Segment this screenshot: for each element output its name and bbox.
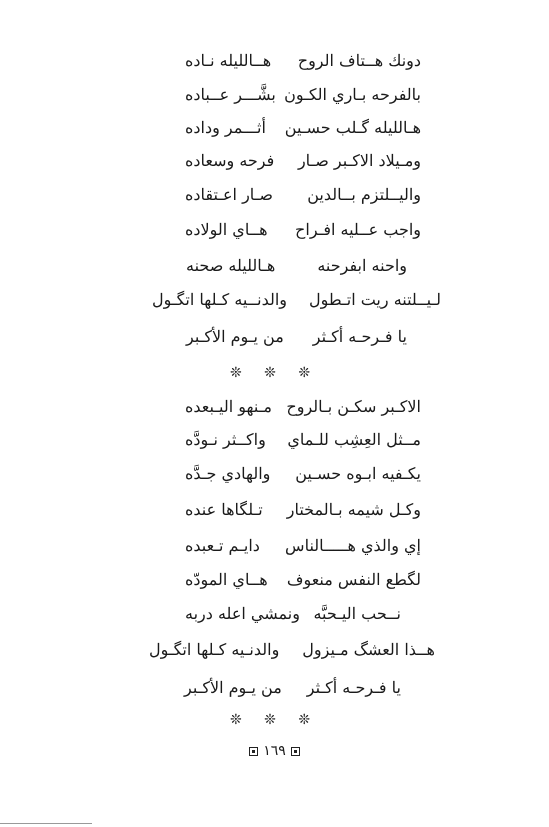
verse-left-hemistich: بشَّـــر عــباده: [185, 85, 276, 104]
verse-line: [149, 635, 435, 665]
verse-line: [185, 113, 421, 143]
verse-line: [185, 425, 421, 455]
verse-left-hemistich: فرحه وسعاده: [185, 151, 275, 170]
verse-right-hemistich: إي والذي هـــــالناس: [285, 536, 421, 555]
verse-right-hemistich: الاكـبر سكـن بـالروح: [286, 397, 421, 416]
verse-left-hemistich: والدنـيه كـلها اتگـول: [149, 640, 280, 659]
verse-right-hemistich: بالفرحه بـاري الكـون: [284, 85, 421, 104]
verse-line: [185, 215, 421, 245]
verse-right-hemistich: ومـيلاد الاكـبر صـار: [297, 151, 421, 170]
verse-right-hemistich: واجب عــليه افـراح: [295, 220, 421, 239]
verse-line: [185, 180, 421, 210]
stanza-separator: ❊ ❊ ❊: [229, 365, 320, 381]
page-number: ١٦٩: [263, 743, 286, 759]
verse-right-hemistich: يكـفيه ابـوه حسـين: [295, 464, 421, 483]
verse-left-hemistich: دايـم تـعبده: [185, 536, 260, 555]
verse-line: [185, 46, 421, 76]
verse-right-hemistich: هـالليله گـلب حسـين: [284, 118, 421, 137]
verse-line: [152, 285, 441, 315]
verse-right-hemistich: واحنه ابفرحنه: [317, 256, 407, 275]
verse-line: [185, 80, 421, 110]
verse-left-hemistich: هـالليله صحنه: [186, 256, 276, 275]
verse-left-hemistich: ونمشي اعله دربه: [185, 604, 300, 623]
verse-line: [185, 146, 421, 176]
verse-line: [186, 251, 407, 281]
verse-left-hemistich: مـنهو اليـبعده: [185, 397, 272, 416]
verse-right-hemistich: دونك هــتاف الروح: [297, 51, 421, 70]
verse-line: [185, 495, 421, 525]
verse-left-hemistich: صـار اعـتقاده: [185, 185, 273, 204]
verse-line: [185, 531, 421, 561]
page-number-row: [0, 741, 549, 761]
footer-rule: [0, 823, 92, 824]
verse-left-hemistich: أثـــمر وداده: [185, 118, 266, 137]
verse-left-hemistich: من يـوم الأكـبر: [186, 327, 284, 346]
verse-right-hemistich: وكـل شيمه بـالمختار: [286, 500, 421, 519]
verse-right-hemistich: لـيــلتنه ريت اتـطول: [309, 290, 441, 309]
verse-line: [186, 322, 407, 352]
page-ornament-icon: [291, 747, 300, 756]
verse-line: [185, 599, 401, 629]
verse-right-hemistich: يا فـرحـه أكـثر: [312, 327, 407, 346]
verse-left-hemistich: تـلگاها عنده: [185, 500, 263, 519]
verse-right-hemistich: هــذا العشگ مـيزول: [302, 640, 435, 659]
verse-left-hemistich: هــالليله نـاده: [185, 51, 272, 70]
verse-right-hemistich: يا فـرحـه أكـثر: [306, 678, 401, 697]
verse-right-hemistich: واليــلتزم بــالدين: [307, 185, 421, 204]
verse-left-hemistich: والدنــيه كـلها اتگـول: [152, 290, 288, 309]
verse-line: [185, 392, 421, 422]
verse-left-hemistich: واكــثر نـودَّه: [185, 430, 266, 449]
verse-line: [185, 565, 421, 595]
verse-left-hemistich: من يـوم الأكـبر: [184, 678, 282, 697]
verse-line: [185, 459, 421, 489]
stanza-separator: ❊ ❊ ❊: [229, 712, 320, 728]
verse-line: [184, 673, 401, 703]
verse-left-hemistich: والهادي جـدَّه: [185, 464, 271, 483]
page-ornament-icon: [249, 747, 258, 756]
verse-right-hemistich: مــثل العِشِب للـماي: [287, 430, 421, 449]
verse-left-hemistich: هــاي الولاده: [185, 220, 268, 239]
verse-right-hemistich: لگطع النفس منعوف: [286, 570, 421, 589]
verse-left-hemistich: هــاي المودّه: [185, 570, 268, 589]
verse-right-hemistich: نــحب اليـحبَّه: [313, 604, 401, 623]
